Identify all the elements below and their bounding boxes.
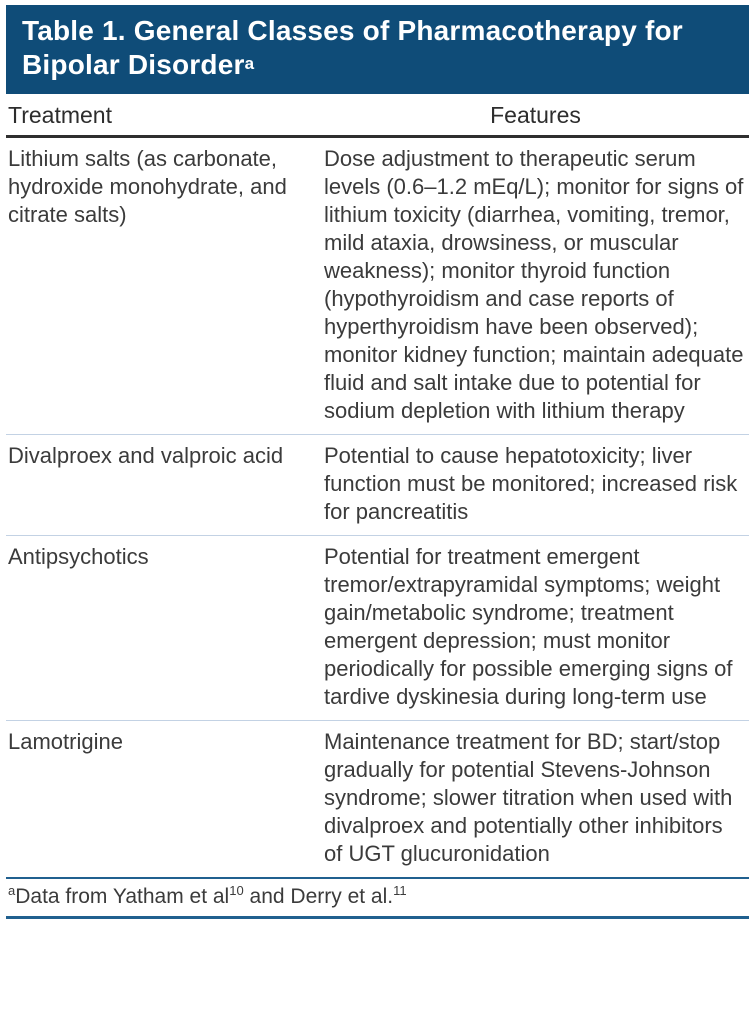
footnote-text: Data from Yatham et al (15, 885, 230, 908)
treatment-cell: Antipsychotics (8, 544, 149, 569)
features-cell: Potential for treatment emergent tremor/extrapyramidal symptoms; weight gain/metabolic syndrome; treatment emergent depression; must monitor periodically for possible emerging signs of tardive dyskinesia during long-term use (324, 544, 733, 709)
table-body (6, 138, 749, 877)
footnote-reference-11: 11 (393, 883, 407, 898)
table-title-footnote-marker: a (244, 54, 255, 73)
footnote-text: and Derry et al. (243, 885, 394, 908)
treatment-cell: Lamotrigine (8, 729, 123, 754)
table-title-banner (6, 5, 749, 94)
table-footnote (6, 877, 749, 919)
footnote-reference-10: 10 (229, 883, 244, 898)
column-header-treatment: Treatment (8, 102, 112, 128)
table-title: Table 1. General Classes of Pharmacotherapy for Bipolar Disorder (22, 15, 683, 80)
features-cell: Potential to cause hepatotoxicity; liver function must be monitored; increased risk for pancreatitis (324, 443, 738, 524)
footnote-marker: a (8, 883, 16, 898)
treatment-cell: Divalproex and valproic acid (8, 443, 284, 468)
table-row-antipsychotics (6, 535, 749, 720)
table-row-lithium (6, 138, 749, 434)
table-row-divalproex (6, 434, 749, 535)
table-row-lamotrigine (6, 720, 749, 877)
treatment-cell: Lithium salts (as carbonate, hydroxide monohydrate, and citrate salts) (8, 146, 287, 227)
column-header-features: Features (490, 102, 581, 128)
features-cell: Dose adjustment to therapeutic serum levels (0.6–1.2 mEq/L); monitor for signs of lithium toxicity (diarrhea, vomiting, tremor, mild ataxia, drowsiness, or muscular weakness); monitor thyroid function (hypothyroidism and case reports of hyperthyroidism have been observed); monitor kidney function; maintain adequate fluid and salt intake due to potential for sodium depletion with lithium therapy (324, 146, 744, 423)
column-header-row (6, 94, 749, 138)
features-cell: Maintenance treatment for BD; start/stop gradually for potential Stevens-Johnson syndrome; slower titration when used with divalproex and potentially other inhibitors of UGT glucuronidation (324, 729, 733, 866)
